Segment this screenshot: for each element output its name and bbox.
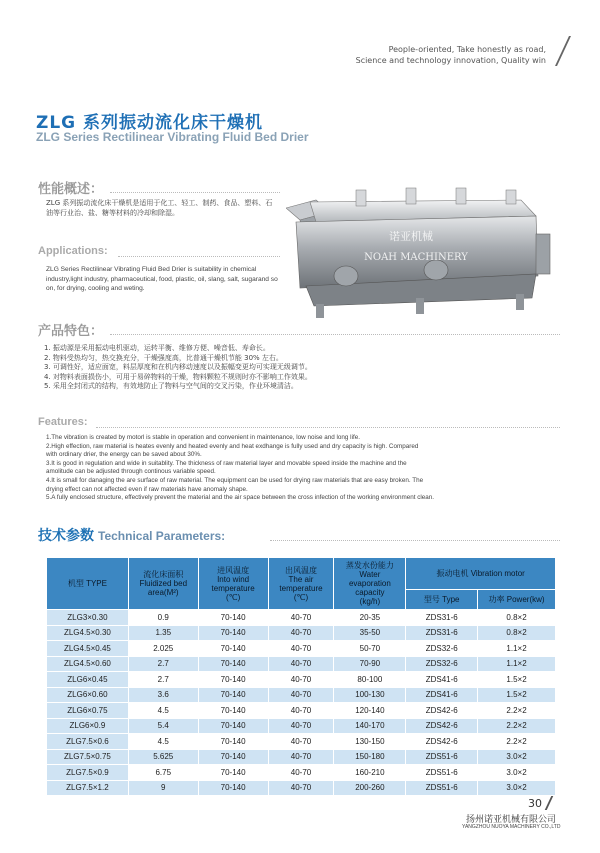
table-row <box>47 625 556 641</box>
tagline-line1: People-oriented, Take honestly as road, <box>388 45 546 54</box>
cell-outlet: 40-70 <box>268 703 334 719</box>
cell-model: ZLG4.5×0.30 <box>47 625 129 641</box>
cell-inlet: 70-140 <box>198 687 268 703</box>
features-heading: Features: <box>38 416 88 428</box>
header-evaporation <box>334 558 406 610</box>
cell-motor-power: 1.5×2 <box>478 672 556 688</box>
cell-motor-power: 0.8×2 <box>478 625 556 641</box>
cell-area: 4.5 <box>128 734 198 750</box>
cell-motor-power: 0.8×2 <box>478 610 556 626</box>
header-motor-power: 功率 Power(kw) <box>478 590 556 610</box>
cell-inlet: 70-140 <box>198 734 268 750</box>
cell-evaporation: 160-210 <box>334 765 406 781</box>
cell-area: 3.6 <box>128 687 198 703</box>
cell-evaporation: 50-70 <box>334 641 406 657</box>
cell-evaporation: 100-130 <box>334 687 406 703</box>
applications-heading: Applications: <box>38 245 108 257</box>
table-row <box>47 734 556 750</box>
cell-inlet: 70-140 <box>198 780 268 796</box>
dotted-divider <box>118 256 280 257</box>
features-list <box>46 434 566 503</box>
page-number: 30 <box>528 797 542 810</box>
cell-motor-type: ZDS51-6 <box>406 749 478 765</box>
header-outlet-en2: temperature <box>279 583 323 593</box>
dotted-divider <box>270 540 560 541</box>
table-row <box>47 610 556 626</box>
list-item: 3.It is good in regulation and wide in suitablity. The thickness of raw material layer and movable speed inside the machine and the <box>46 459 407 467</box>
header-area-en1: Fluidized bed <box>139 579 188 588</box>
table-row <box>47 687 556 703</box>
header-area-en2: area(M²) <box>147 588 179 597</box>
company-name-en: YANGZHOU NUOYA MACHINERY CO.,LTD <box>462 824 561 830</box>
dotted-divider <box>96 427 560 428</box>
header-inlet-en2: temperature <box>211 583 255 593</box>
header-motor: 振动电机 Vibration motor <box>406 558 556 590</box>
cell-model: ZLG3×0.30 <box>47 610 129 626</box>
cell-outlet: 40-70 <box>268 625 334 641</box>
table-row <box>47 641 556 657</box>
cell-outlet: 40-70 <box>268 687 334 703</box>
cell-motor-type: ZDS42-6 <box>406 703 478 719</box>
cell-inlet: 70-140 <box>198 765 268 781</box>
cell-motor-type: ZDS32-6 <box>406 641 478 657</box>
cell-evaporation: 80-100 <box>334 672 406 688</box>
cell-area: 2.7 <box>128 672 198 688</box>
header-inlet-en1: Into wind <box>217 574 250 584</box>
cell-model: ZLG7.5×0.6 <box>47 734 129 750</box>
cell-motor-type: ZDS41-6 <box>406 687 478 703</box>
header-area <box>128 558 198 610</box>
header-evap-cn: 蒸发水份能力 <box>345 561 394 570</box>
cell-inlet: 70-140 <box>198 656 268 672</box>
cell-motor-power: 2.2×2 <box>478 734 556 750</box>
page-title-cn: ZLG 系列振动流化床干燥机 <box>36 113 264 133</box>
cell-evaporation: 120-140 <box>334 703 406 719</box>
header-evap-en1: Water <box>359 570 381 579</box>
cell-inlet: 70-140 <box>198 641 268 657</box>
cell-area: 5.625 <box>128 749 198 765</box>
header-outlet-en1: The air <box>288 574 314 584</box>
cell-inlet: 70-140 <box>198 703 268 719</box>
cell-evaporation: 130-150 <box>334 734 406 750</box>
cell-inlet: 70-140 <box>198 672 268 688</box>
cell-motor-type: ZDS51-6 <box>406 765 478 781</box>
list-item: 5.A fully enclosed structure, effectively prevent the material and the air space between the cross infection of the working environment clean. <box>46 494 435 502</box>
table-row <box>47 765 556 781</box>
dotted-divider <box>110 192 280 193</box>
cell-model: ZLG4.5×0.45 <box>47 641 129 657</box>
cell-outlet: 40-70 <box>268 718 334 734</box>
list-item: drying effect can not affected even if raw materials have anomaly shape. <box>46 485 248 493</box>
cell-outlet: 40-70 <box>268 749 334 765</box>
tech-heading-cn: 技术参数 <box>38 528 94 544</box>
header-area-cn: 流化床面积 <box>143 570 184 579</box>
list-item: with ordinary drier, the energy can be saved about 30%. <box>46 451 202 459</box>
header-evap-en4: (kg/h) <box>359 597 381 606</box>
list-item: 1.The vibration is created by motorl is stable in operation and convenient in maintenance, low noise and long life. <box>46 434 360 441</box>
cell-motor-power: 3.0×2 <box>478 749 556 765</box>
tech-table <box>46 557 556 796</box>
cell-motor-type: ZDS41-6 <box>406 672 478 688</box>
characteristics-heading: 产品特色： <box>38 324 104 339</box>
slash-decoration <box>555 36 571 66</box>
cell-evaporation: 35-50 <box>334 625 406 641</box>
cell-inlet: 70-140 <box>198 718 268 734</box>
cell-area: 9 <box>128 780 198 796</box>
cell-inlet: 70-140 <box>198 749 268 765</box>
cell-area: 0.9 <box>128 610 198 626</box>
table-row <box>47 703 556 719</box>
cell-motor-type: ZDS42-6 <box>406 718 478 734</box>
header-outlet-cn: 出风温度 <box>285 565 317 575</box>
cell-outlet: 40-70 <box>268 780 334 796</box>
cell-model: ZLG7.5×1.2 <box>47 780 129 796</box>
page-title-en: ZLG Series Rectilinear Vibrating Fluid Bed Drier <box>36 130 309 144</box>
cell-model: ZLG6×0.60 <box>47 687 129 703</box>
fluid-bed-drier-illustration <box>286 178 556 323</box>
list-item: 4. 对物料表面损伤小，可用于易碎物料的干燥，物料颗粒不规则时亦不影响工作效果。 <box>44 372 312 381</box>
cell-outlet: 40-70 <box>268 765 334 781</box>
performance-heading: 性能概述： <box>38 182 104 197</box>
cell-model: ZLG6×0.45 <box>47 672 129 688</box>
header-inlet-cn: 进风温度 <box>217 565 250 575</box>
tech-heading-en: Technical Parameters: <box>98 529 226 543</box>
cell-evaporation: 20-35 <box>334 610 406 626</box>
list-item: 5. 采用全封闭式的结构，有效地防止了物料与空气间的交叉污染，作业环境清洁。 <box>44 382 298 390</box>
list-item: 2. 物料受热均匀，热交换充分，干燥强度高，比普通干燥机节能 30% 左右。 <box>44 353 283 362</box>
cell-motor-type: ZDS51-6 <box>406 780 478 796</box>
table-row <box>47 749 556 765</box>
dotted-divider <box>110 334 560 335</box>
cell-area: 2.025 <box>128 641 198 657</box>
table-row <box>47 718 556 734</box>
table-row <box>47 780 556 796</box>
header-model: 机型 TYPE <box>47 558 129 610</box>
tech-table-body <box>47 610 556 796</box>
applications-text: ZLG Series Rectilinear Vibrating Fluid Bed Drier is suitability in chemical industry,light industry, pharmaceutical, food, plastic, oil, slang, salt, sugarand so on, for drying, cooling and weting. <box>46 266 278 292</box>
cell-motor-power: 2.2×2 <box>478 718 556 734</box>
list-item: 1. 振动源是采用振动电机驱动，运转平衡、维修方便、噪音低、寿命长。 <box>44 344 270 352</box>
cell-motor-power: 2.2×2 <box>478 703 556 719</box>
cell-outlet: 40-70 <box>268 641 334 657</box>
header-outlet-temp <box>268 558 334 610</box>
company-name-cn: 扬州诺亚机械有限公司 <box>466 815 557 825</box>
cell-motor-power: 3.0×2 <box>478 780 556 796</box>
cell-evaporation: 200-260 <box>334 780 406 796</box>
cell-motor-type: ZDS31-6 <box>406 610 478 626</box>
header-evap-en3: capacity <box>355 588 385 597</box>
cell-motor-type: ZDS42-6 <box>406 734 478 750</box>
cell-area: 2.7 <box>128 656 198 672</box>
tagline-line2: Science and technology innovation, Quality win <box>355 56 546 65</box>
performance-text: ZLG 系列振动流化床干燥机是适用于化工、轻工、制药、食品、塑料、石油等行业治、盐、糖等材料的冷却和除湿。 <box>46 199 273 217</box>
cell-inlet: 70-140 <box>198 610 268 626</box>
cell-model: ZLG6×0.75 <box>47 703 129 719</box>
list-item: 2.High effection, raw material is heates evenly and heated evenly and heat exdhange is fully used and dry capacity is high. Compared <box>46 442 419 450</box>
cell-evaporation: 70-90 <box>334 656 406 672</box>
cell-model: ZLG6×0.9 <box>47 718 129 734</box>
header-inlet-temp <box>198 558 268 610</box>
watermark-en: NOAH MACHINERY <box>364 252 468 263</box>
header-evap-en2: evaporation <box>348 579 391 588</box>
cell-outlet: 40-70 <box>268 656 334 672</box>
cell-model: ZLG7.5×0.75 <box>47 749 129 765</box>
header-outlet-en3: (℃) <box>293 592 309 602</box>
list-item: amolitude can be adjusted through continous variable speed. <box>46 468 216 476</box>
cell-evaporation: 140-170 <box>334 718 406 734</box>
cell-inlet: 70-140 <box>198 625 268 641</box>
cell-model: ZLG4.5×0.60 <box>47 656 129 672</box>
cell-motor-power: 3.0×2 <box>478 765 556 781</box>
list-item: 4.It is small for danaging the are surface of raw material. The equipment can be used for drying raw materials that are easy broken. The <box>46 476 424 484</box>
cell-motor-power: 1.1×2 <box>478 641 556 657</box>
cell-motor-type: ZDS32-6 <box>406 656 478 672</box>
watermark-cn: 诺亚机械 <box>389 230 433 243</box>
cell-outlet: 40-70 <box>268 672 334 688</box>
slash-decoration <box>545 796 553 810</box>
cell-outlet: 40-70 <box>268 610 334 626</box>
characteristics-list <box>44 344 312 392</box>
header-inlet-en3: (℃) <box>225 592 241 602</box>
cell-area: 6.75 <box>128 765 198 781</box>
cell-motor-power: 1.1×2 <box>478 656 556 672</box>
cell-model: ZLG7.5×0.9 <box>47 765 129 781</box>
cell-area: 5.4 <box>128 718 198 734</box>
machine-image <box>286 178 556 323</box>
header-motor-type: 型号 Type <box>406 590 478 610</box>
cell-evaporation: 150-180 <box>334 749 406 765</box>
table-row <box>47 656 556 672</box>
cell-motor-type: ZDS31-6 <box>406 625 478 641</box>
tech-heading <box>38 525 225 545</box>
list-item: 3. 可调性好，适应面宽，料层厚度和在机内移动速度以及振幅变更均可实现无级调节。 <box>44 363 312 371</box>
cell-area: 1.35 <box>128 625 198 641</box>
cell-motor-power: 1.5×2 <box>478 687 556 703</box>
cell-outlet: 40-70 <box>268 734 334 750</box>
table-row <box>47 672 556 688</box>
cell-area: 4.5 <box>128 703 198 719</box>
tagline <box>356 44 546 66</box>
